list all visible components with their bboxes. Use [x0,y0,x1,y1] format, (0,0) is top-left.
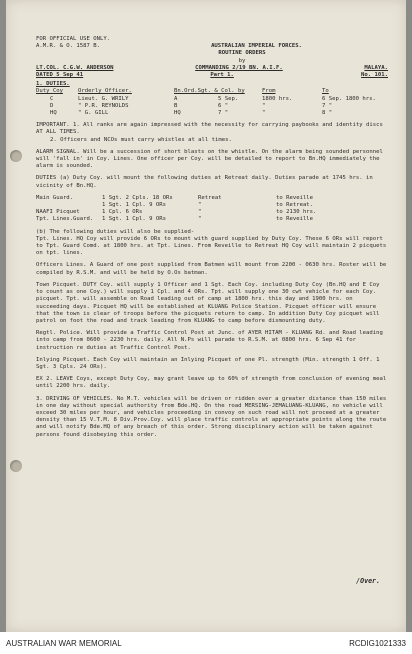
order-number: No. 101. [361,72,388,79]
important-para: IMPORTANT. 1. All ranks are again impressed with the necessity for carrying paybooks and identity discs AT ALL TIMES. [36,122,383,136]
inlying-picquet-para: Inlying Picquet. Each Coy will maintain an Inlying Picquet of one Pl. strength (Min. strength 1 Off. 1 Sgt. 3 Cpls. 24 ORs). [36,356,380,370]
part: Part 1. [210,72,234,79]
leave-para: EX 2. LEAVE Coys, except Duty Coy, may grant leave up to 60% of strength from conclusion of evening meal until 2200 hrs. daily. [36,376,387,390]
over-note: /Over. [356,577,380,585]
table-row: HQ " G. GILL HQ 7 " " 8 " [50,110,333,117]
town-picquet-para: Town Picquet. DUTY Coy. will supply 1 Officer and 1 Sgt. Each Coy. including Duty Coy (Bn.HQ and E Coy to count as one Coy.) will supply 1 Cpl. and 4 ORs. Tpt. will supply one 30 cwt vehicle for each Coy. picquet. Tpt. will assemble on Road leading out of camp at 1800 hrs. this day and 1900 hrs. on succeeding days. Picquet HQ will be established at KLUANG Police Station. Picquet officer will ensure that the town is clear of troops before the picquets return to camp. In addition Duty Coy picquet will patrol on foot the road and track leading from KLUANG to camp before dismounting duty. [36,281,380,324]
duties-a-para: DUTIES (a) Duty Coy. will mount the following duties at Retreat daily. Duties parade at 1745 hrs. in vicinity of Bn.HQ. [36,175,373,189]
form-ref: A.M.R. & O. 1587 B. [36,43,100,50]
driving-para: 3. DRIVING OF VEHICLES. No M.T. vehicles will be driven or ridden over a greater distance than 150 miles in one day without special authority from Bde.HQ. On the road MERSING-JEMALUANG-KLUANG, no vehicle will exceed 30 miles per hour, and vehicles proceeding in convoy on such road will not proceed at a greater density than 15 V.T.M. 8 Div.Prov.Coy. will place traffic controls at appropriate points along the route and will notify Bde.HQ of any breach of this order. Strong disciplinary action will be taken against persons found disobeying this order. [36,395,387,438]
date: DATED 5 Sep 41 [36,72,84,79]
header-line-1 [36,36,388,43]
important-para-2: 2. Officers and NCOs must carry whistles at all times. [50,136,232,143]
by-line: by [238,57,246,64]
table-row: Main Guard. 1 Sgt. 2 Cpls. 18 ORs Retreat to Reveille [36,194,314,201]
archive-footer [0,632,412,654]
command-line [36,65,388,72]
punch-hole [10,460,22,472]
officers-lines-para: Officers Lines. A Guard of one post supplied from Batmen will mount from 2200 - 0630 hrs. Roster will be compiled by R.S.M. and will be held by O.Os batman. [36,262,387,276]
table-row: NAAFI Picquet 1 Cpl. 6 ORs " to 2130 hrs. [36,209,317,216]
commanding: COMMANDING 2/19 BN. A.I.F. [195,64,283,71]
date-line [36,72,388,79]
duties-table-header: Duty Coy Orderly Officer. Bn.Ord.Sgt. & Col. by From To [36,88,329,95]
duties-b-para: (b) The following duties will also be supplied- [36,228,195,235]
doc-title: AUSTRALIAN IMPERIAL FORCES. [211,43,302,50]
classification: FOR OFFICIAL USE ONLY. [36,36,111,42]
regtl-police-para: Regtl. Police. Will provide a Traffic Control Post at Junc. of AYER HITAM - KLUANG Rd. and Road leading into camp from 0600 - 2230 hrs. daily. All N.Ps will parade to R.S.M. at 0800 hrs. 6 Sep 41 for instruction re duties at Traffic Control Post. [36,330,383,351]
doc-subtitle: ROUTINE ORDERS [218,50,266,57]
tpt-lines-para: Tpt. Lines. HQ Coy will provide 6 ORs to mount with guard supplied by Duty Coy. These 6 ORs will report to Tpt. Guard Comd. at 1800 hrs. at Tpt. Lines. From Reveille to Retreat HQ Coy will maintain 2 picquets on tpt. lines. [36,235,387,257]
table-row: D " P.R. REYNOLDS B 6 " " 7 " [50,102,333,109]
punch-hole [10,150,22,162]
commander: LT.COL. C.G.W. ANDERSON [36,64,114,71]
document-page [6,0,406,632]
table-row: 1 Sgt. 1 Cpl. 9 ORs " to Retreat. [102,202,314,209]
footer-record-id: RCDIG1021333 [349,638,406,648]
place: MALAYA. [364,64,388,71]
table-row: Tpt. Lines.Guard. 1 Sgt. 1 Cpl. 9 ORs " to Reveille [36,216,314,223]
routine-orders [36,36,388,439]
table-row: C Lieut. G. WRILY A 5 Sep. 1800 hrs. 6 Sep. 1800 hrs. [50,95,376,102]
alarm-signal-para: ALARM SIGNAL. Will be a succession of short blasts on the whistle. On the alarm being sounded personnel will 'fall in' in Coy. Lines. One officer per Coy. will be detailed to report to Bn.HQ immediately the alarm is sounded. [36,148,383,170]
header-line-2 [36,43,388,50]
footer-institution: AUSTRALIAN WAR MEMORIAL [6,638,122,648]
guard-table [36,195,388,224]
duties-heading: 1. DUTIES. [36,81,70,88]
